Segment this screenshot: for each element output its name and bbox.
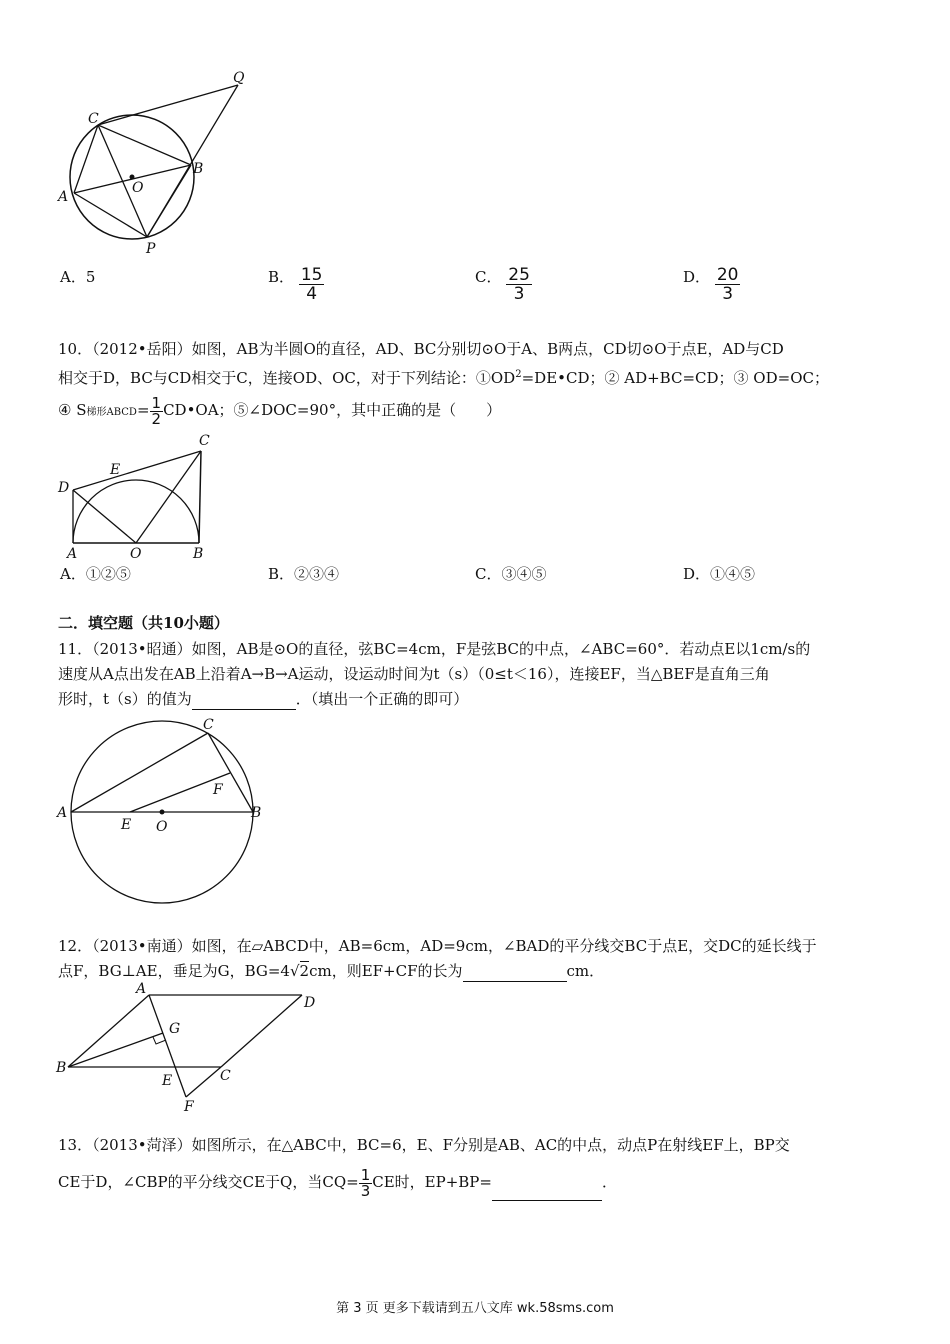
q11-line2: 速度从A点出发在AB上沿着A→B→A运动，设运动时间为t（s）（0≤t＜16），连接EF，当△BEF是直角三角: [58, 665, 770, 683]
q12-line1: 12．（2013•南通）如图，在▱ABCD中，AB=6cm，AD=9cm，∠BAD的平分线交BC于点E，交DC的延长线于: [58, 937, 817, 955]
q10-segment-dc: [73, 451, 201, 490]
q9-option-c-num: 25: [508, 265, 530, 285]
q12-radicand: 2: [299, 962, 310, 980]
q10-line3-c: CD•OA；⑤∠DOC=90°，其中正确的是（ ）: [163, 401, 502, 419]
q11-line3-b: ．（填出一个正确的即可）: [295, 690, 469, 708]
q13-line2-a: CE于D，∠CBP的平分线交CE于Q，当CQ=: [58, 1173, 359, 1191]
q9-label-c: C: [88, 111, 99, 127]
q12-label-e: E: [162, 1073, 173, 1089]
q12-figure: [50, 980, 330, 1115]
q9-option-d: [683, 266, 740, 303]
q12-line2: [58, 961, 604, 982]
q12-label-b: B: [56, 1060, 67, 1076]
q10-figure: [50, 430, 220, 565]
q12-line2-c: cm．: [566, 962, 605, 980]
q9-option-d-den: 3: [722, 284, 734, 304]
q9-option-a: [60, 266, 95, 287]
q10-label-c: C: [199, 433, 210, 449]
q9-option-b-num: 15: [300, 265, 323, 285]
q11-label-e: E: [121, 817, 132, 833]
q10-line3: [58, 392, 501, 431]
q10-fraction-den: 2: [151, 409, 162, 428]
q10-line2-b: =DE•CD；② AD+BC=CD；③ OD=OC；: [521, 369, 829, 387]
q9-option-d-num: 20: [716, 265, 739, 285]
q9-center-dot: [130, 175, 135, 180]
q10-line3-b: =: [136, 401, 150, 419]
q12-label-a: A: [136, 981, 147, 997]
q11-figure: [50, 715, 275, 905]
q9-option-a-letter: A．: [60, 268, 86, 286]
q10-segment-bc: [199, 451, 201, 543]
q9-label-a: A: [58, 189, 69, 205]
q9-label-p: P: [146, 241, 156, 257]
q11-label-f: F: [213, 782, 223, 798]
q10-segment-do: [73, 490, 136, 543]
q9-segment-ap: [74, 193, 147, 237]
q10-line1: 10．（2012•岳阳）如图，AB为半圆O的直径，AD、BC分别切⊙O于A、B两点，CD切⊙O于点E，AD与CD: [58, 340, 784, 358]
q12-label-d: D: [304, 995, 316, 1011]
q9-label-q: Q: [233, 70, 245, 86]
q10-label-e: E: [110, 462, 121, 478]
section2-title: 二．填空题（共10小题）: [58, 614, 229, 632]
q12-segment-bg: [68, 1033, 163, 1067]
q9-segment-cb: [98, 125, 191, 165]
q12-label-g: G: [169, 1021, 181, 1037]
q9-figure: [50, 65, 260, 260]
q10-half-fraction: [150, 393, 164, 428]
q13-answer-blank: [492, 1164, 602, 1201]
q9-option-c-letter: C．: [475, 268, 502, 286]
page-footer: 第 3 页 更多下载请到五八文库 wk.58sms.com: [336, 1301, 614, 1316]
q10-line2-a: 相交于D，BC与CD相交于C，连接OD、OC，对于下列结论：①OD: [58, 369, 516, 387]
q9-label-b: B: [193, 161, 204, 177]
q9-option-b-den: 4: [306, 284, 318, 304]
q9-option-a-value: 5: [85, 268, 96, 286]
q10-line3-sub: 梯形ABCD: [86, 407, 137, 418]
q10-line2-sup: 2: [515, 369, 522, 380]
q9-option-d-fraction: [715, 266, 741, 303]
q10-option-a: A．①②⑤: [60, 565, 131, 583]
q9-option-b-fraction: [299, 266, 325, 303]
q10-line2: [58, 365, 829, 388]
q12-line2-a: 点F，BG⊥AE，垂足为G，BG=4: [58, 962, 290, 980]
q12-segment-ab: [68, 995, 149, 1067]
q12-label-f: F: [184, 1099, 194, 1115]
q10-label-a: A: [67, 546, 78, 562]
q10-label-d: D: [58, 480, 70, 496]
q11-center-dot: [160, 810, 165, 815]
q10-label-o: O: [130, 546, 142, 562]
q9-option-d-letter: D．: [683, 268, 711, 286]
q12-segment-dc: [221, 995, 302, 1067]
q9-label-o: O: [132, 180, 144, 196]
q13-line2-b: CE时，EP+BP=: [372, 1173, 492, 1191]
q10-semicircle: [73, 480, 199, 543]
q10-option-c: C．③④⑤: [475, 565, 547, 583]
q10-segment-oc: [136, 451, 201, 543]
q13-line2: [58, 1164, 617, 1201]
q11-answer-blank: [192, 689, 296, 710]
q10-label-b: B: [193, 546, 204, 562]
q11-line3: [58, 689, 468, 710]
q11-segment-cb: [208, 733, 253, 812]
q12-line2-b: cm，则EF+CF的长为: [309, 962, 463, 980]
q9-option-b: [268, 266, 324, 303]
q9-option-c-den: 3: [513, 284, 525, 304]
q11-label-c: C: [203, 717, 214, 733]
q9-option-b-letter: B．: [268, 268, 295, 286]
q10-line3-a: ④ S: [58, 401, 87, 419]
q12-segment-cf: [186, 1067, 221, 1097]
q11-label-b: B: [251, 805, 262, 821]
q11-label-o: O: [156, 819, 168, 835]
q11-label-a: A: [57, 805, 68, 821]
q12-radical: √: [289, 962, 300, 980]
q13-line1: 13．（2013•菏泽）如图所示，在△ABC中，BC=6，E、F分别是AB、AC的中点，动点P在射线EF上，BP交: [58, 1136, 790, 1154]
q11-segment-ac: [71, 733, 208, 812]
q10-option-b: B．②③④: [268, 565, 340, 583]
q9-option-c-fraction: [506, 266, 532, 303]
q12-answer-blank: [463, 961, 567, 982]
q9-option-c: [475, 266, 532, 303]
q11-line3-a: 形时，t（s）的值为: [58, 690, 192, 708]
q11-line1: 11．（2013•昭通）如图，AB是⊙O的直径，弦BC=4cm，F是弦BC的中点，∠ABC=60°．若动点E以1cm/s的: [58, 640, 811, 658]
q12-label-c: C: [220, 1068, 231, 1084]
q13-third-fraction: [359, 1165, 373, 1200]
q13-fraction-den: 3: [360, 1181, 371, 1200]
q10-option-d: D．①④⑤: [683, 565, 756, 583]
q13-fraction-num: 1: [360, 1165, 371, 1184]
q13-line2-c: ．: [601, 1173, 617, 1191]
q10-fraction-num: 1: [151, 393, 162, 412]
